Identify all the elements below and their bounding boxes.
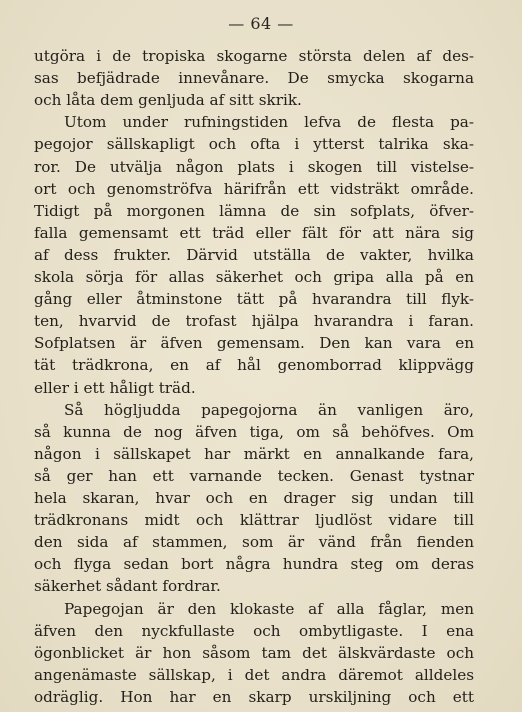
text-line: säkerhet sådant fordrar.: [34, 577, 221, 596]
text-line: gång eller åtminstone tätt på hvarandra till flyk-: [34, 290, 474, 309]
text-line: hela skaran, hvar och en drager sig undan till: [34, 489, 474, 507]
text-line: ten, hvarvid de trofast hjälpa hvarandra i faran.: [34, 312, 474, 331]
text-line: ögonblicket är hon såsom tam det älskvärdaste och: [34, 643, 474, 662]
text-line: någon i sällskapet har märkt en annalkande fara,: [34, 444, 474, 463]
text-line: sas befjädrade innevånare. De smycka skogarna: [34, 69, 474, 88]
text-line: skola sörja för allas säkerhet och gripa alla på en: [34, 268, 474, 286]
text-line: trädkronans midt och klättrar ljudlöst vidare till: [34, 511, 474, 530]
text-line: Tidigt på morgonen lämna de sin sofplats, öfver-: [34, 201, 474, 220]
text-line: Utom under rufningstiden lefva de flesta pa-: [64, 113, 474, 132]
text-line: odräglig. Hon har en skarp urskiljning och ett: [34, 687, 474, 706]
text-line: den sida af stammen, som är vänd från fienden: [34, 533, 474, 552]
text-line: och flyga sedan bort några hundra steg om deras: [34, 555, 474, 574]
text-line: ror. De utvälja någon plats i skogen till vistelse-: [34, 157, 474, 176]
text-line: så kunna de nog äfven tiga, om så behöfves. Om: [34, 422, 474, 441]
text-line: Så högljudda papegojorna än vanligen äro,: [64, 400, 474, 419]
text-line: pegojor sällskapligt och ofta i ytterst talrika ska-: [34, 135, 474, 154]
text-line: Papegojan är den klokaste af alla fåglar, men: [64, 599, 474, 618]
text-line: eller i ett håligt träd.: [34, 378, 196, 397]
text-line: så ger han ett varnande tecken. Genast tystnar: [34, 466, 474, 485]
text-line: tät trädkrona, en af hål genomborrad klippvägg: [34, 356, 474, 375]
text-line: och låta dem genljuda af sitt skrik.: [34, 91, 302, 110]
text-line: angenämaste sällskap, i det andra däremot alldeles: [34, 665, 474, 684]
page-number: — 64 —: [228, 14, 294, 33]
text-line: utgöra i de tropiska skogarne största delen af des-: [34, 47, 474, 65]
text-line: af dess frukter. Därvid utställa de vakter, hvilka: [34, 245, 474, 264]
text-line: Sofplatsen är äfven gemensam. Den kan vara en: [34, 334, 474, 353]
text-line: ort och genomströfva härifrån ett vidsträkt område.: [34, 179, 474, 198]
text-line: falla gemensamt ett träd eller fält för att nära sig: [34, 223, 474, 242]
text-line: äfven den nyckfullaste och ombytligaste. I ena: [34, 621, 474, 640]
